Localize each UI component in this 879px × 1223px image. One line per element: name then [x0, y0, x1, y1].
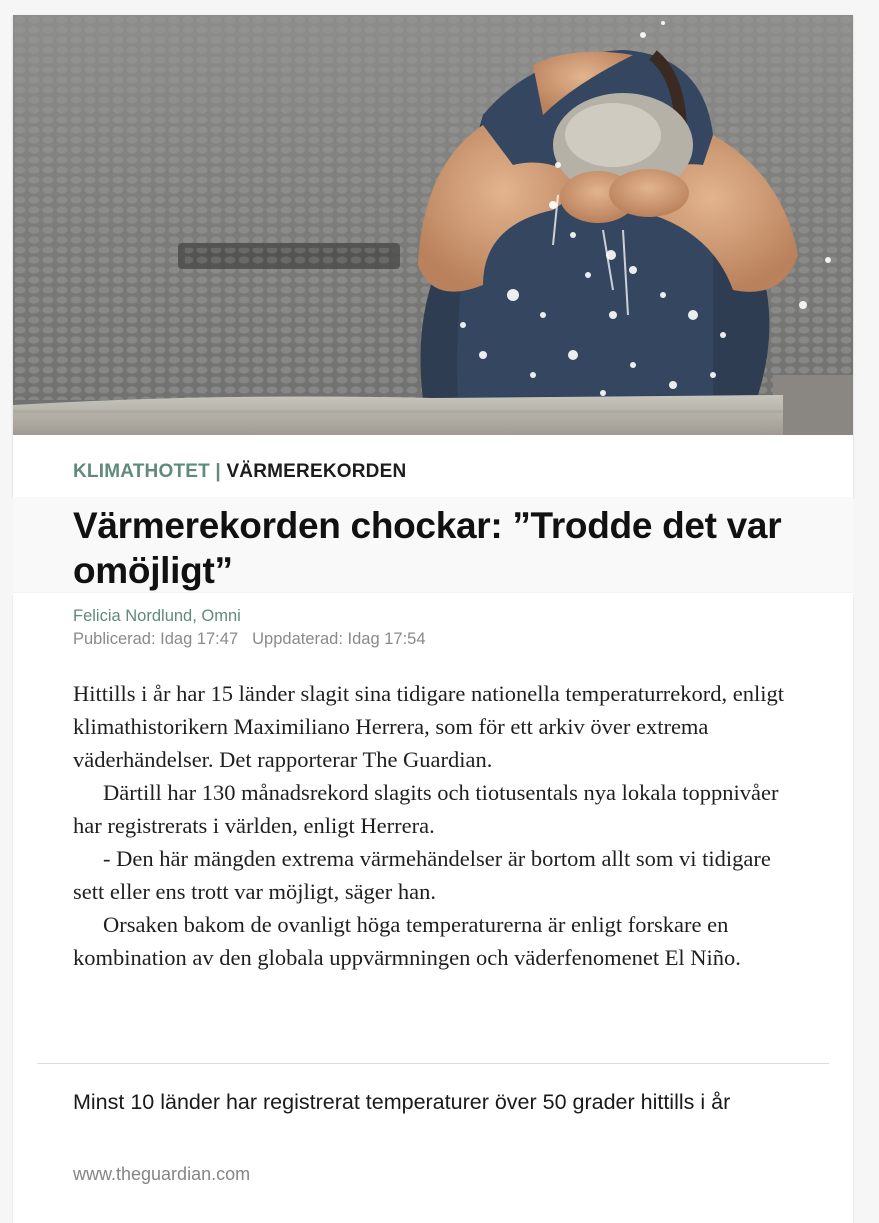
- hero-photo: [13, 15, 853, 435]
- divider: [37, 1063, 829, 1064]
- hero-card[interactable]: [13, 15, 853, 497]
- kicker-topic[interactable]: KLIMATHOTET: [73, 461, 210, 482]
- publish-meta: [73, 630, 426, 649]
- page-title: Värmerekorden chockar: ”Trodde det var omöjligt”: [73, 505, 782, 591]
- article-paragraph: Hittills i år har 15 länder slagit sina tidigare nationella temperaturrekord, enligt klimathistorikern Maximiliano Herrera, som för ett arkiv över extrema väderhändelser. Det rapporterar The Guardian.: [73, 681, 785, 772]
- article-body: [73, 677, 793, 974]
- headline-block: [13, 497, 853, 592]
- hero-image[interactable]: [13, 15, 853, 435]
- updated-time: Uppdaterad: Idag 17:54: [252, 630, 426, 648]
- published-time: Publicerad: Idag 17:47: [73, 630, 239, 648]
- article-paragraph: Därtill har 130 månadsrekord slagits och tiotusentals nya lokala toppnivåer har registrerats i världen, enligt Herrera.: [73, 780, 779, 838]
- article-card: [13, 593, 853, 1223]
- source-link-title[interactable]: Minst 10 länder har registrerat temperaturer över 50 grader hittills i år: [73, 1090, 731, 1114]
- kicker-section[interactable]: VÄRMEREKORDEN: [226, 461, 407, 482]
- author-name[interactable]: Felicia Nordlund, Omni: [73, 607, 241, 625]
- kicker[interactable]: [73, 461, 406, 483]
- kicker-separator: |: [215, 461, 221, 482]
- source-link-url[interactable]: www.theguardian.com: [73, 1164, 251, 1184]
- article-paragraph: Orsaken bakom de ovanligt höga temperaturerna är enligt forskare en kombination av den globala uppvärmningen och väderfenomenet El Niño.: [73, 912, 741, 970]
- article-paragraph: - Den här mängden extrema värmehändelser är bortom allt som vi tidigare sett eller ens trott var möjligt, säger han.: [73, 846, 771, 904]
